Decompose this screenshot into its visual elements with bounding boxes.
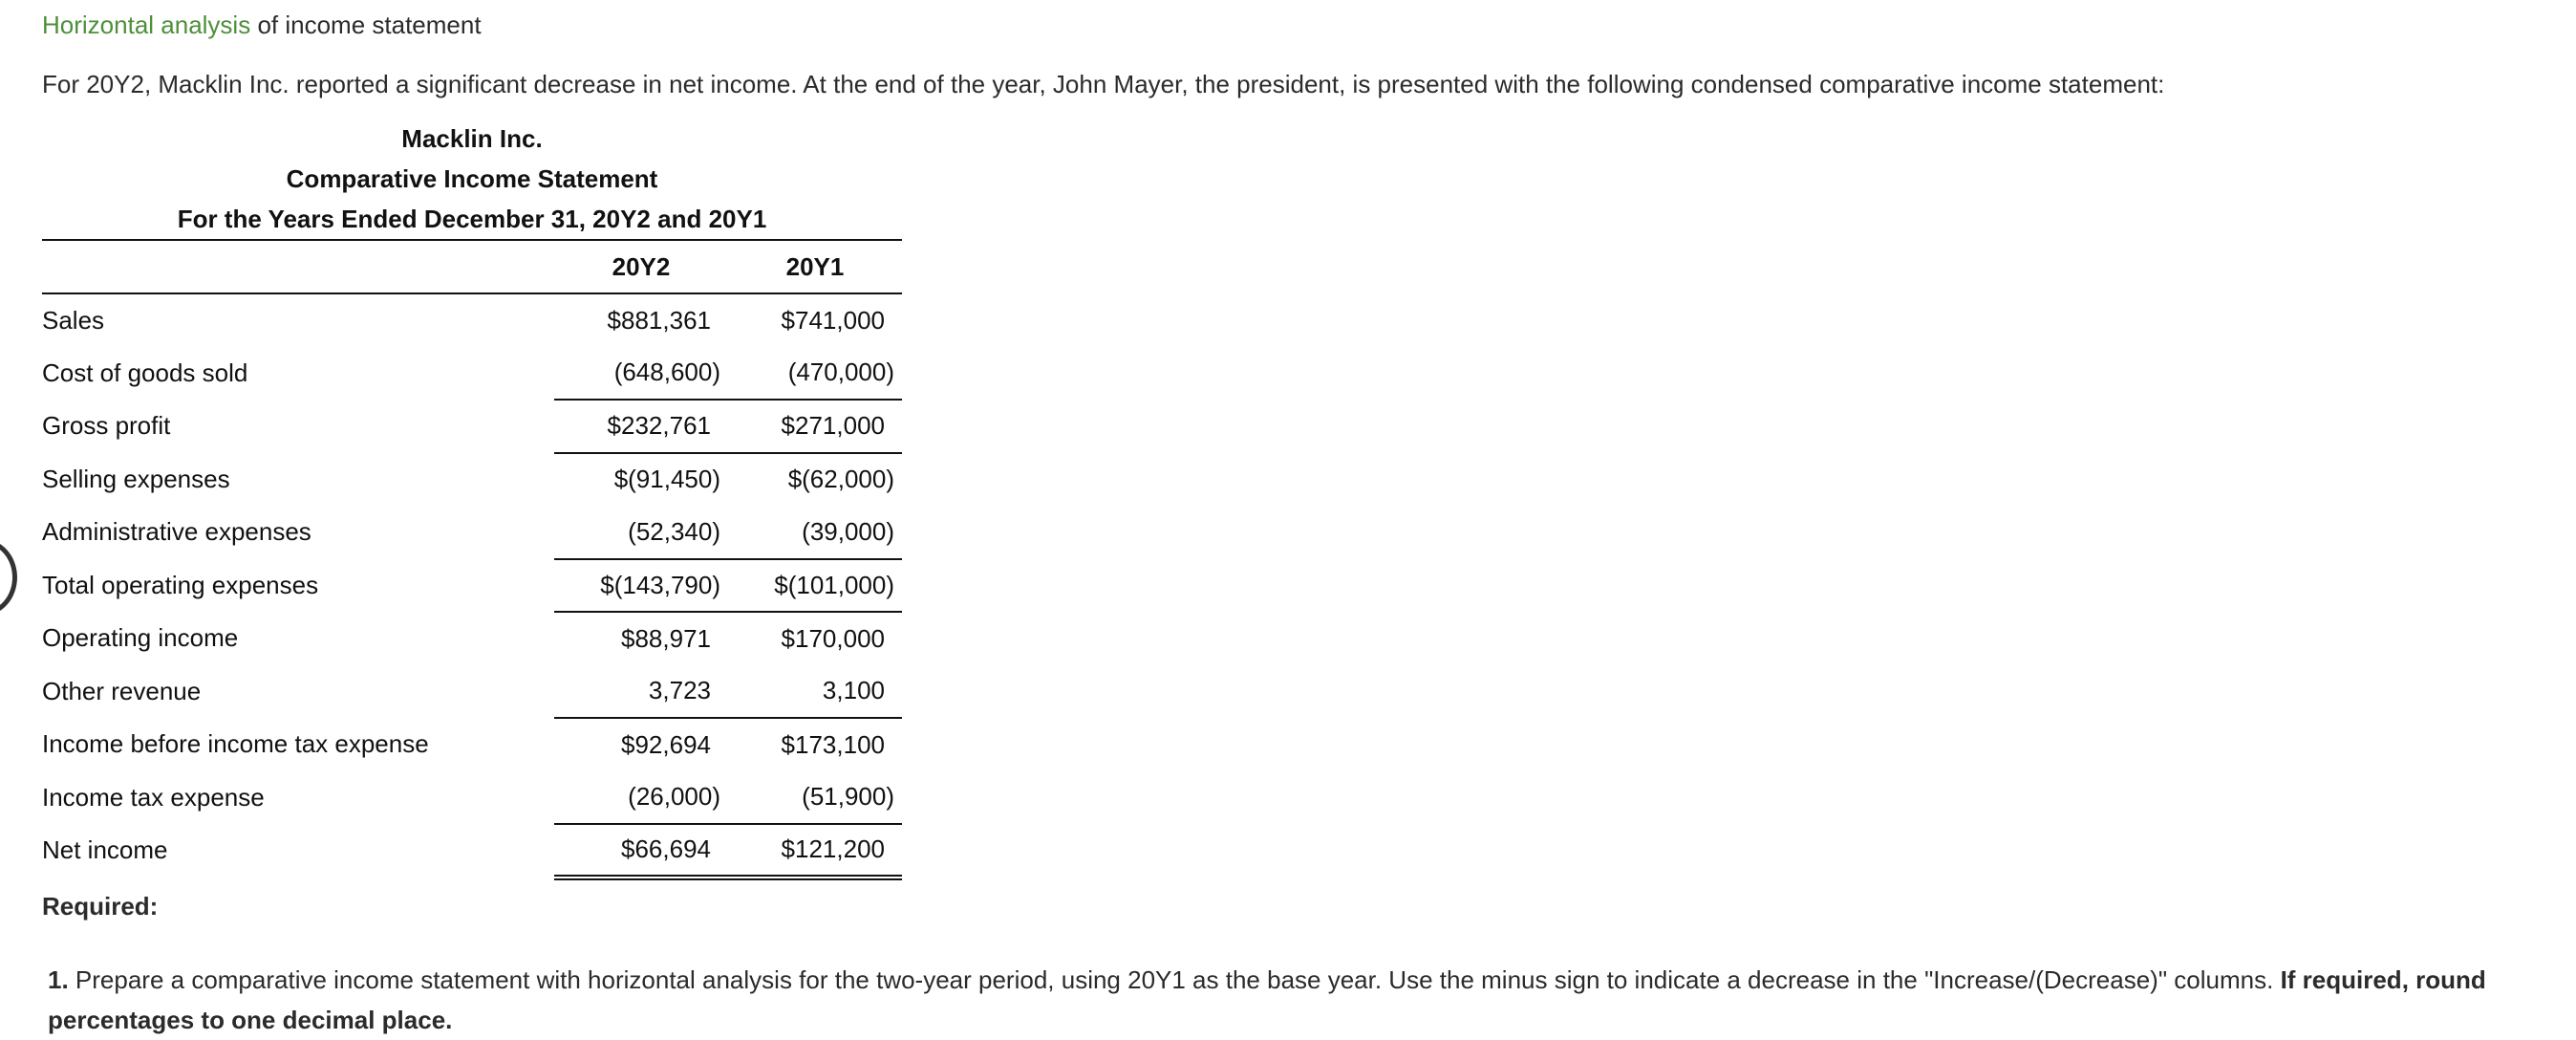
value-20y1: $121,200 — [728, 824, 902, 878]
income-statement — [42, 119, 902, 880]
row-label: Net income — [42, 835, 168, 865]
table-row — [42, 559, 902, 613]
required-label: Required: — [42, 892, 159, 921]
row-label: Total operating expenses — [42, 570, 319, 599]
table-row — [42, 665, 902, 719]
drag-handle-circle[interactable] — [0, 539, 17, 616]
column-header-20y2: 20Y2 — [554, 240, 728, 293]
horizontal-analysis-link[interactable]: Horizontal analysis — [42, 11, 251, 39]
value-20y2: $66,694 — [554, 824, 728, 878]
row-label: Cost of goods sold — [42, 358, 248, 387]
column-header-20y1: 20Y1 — [728, 240, 902, 293]
value-20y2: $(143,790) — [554, 559, 728, 613]
row-label: Gross profit — [42, 411, 171, 441]
row-label: Income tax expense — [42, 782, 265, 812]
table-header-row — [42, 240, 902, 293]
header-blank — [42, 240, 554, 293]
value-20y2: $232,761 — [554, 400, 728, 453]
statement-table — [42, 239, 902, 880]
table-row — [42, 824, 902, 878]
value-20y1: $(101,000) — [728, 559, 902, 613]
value-20y2: (648,600) — [613, 358, 720, 387]
value-20y1: (51,900) — [802, 782, 894, 812]
table-row — [42, 293, 902, 347]
question-number: 1. — [48, 965, 69, 994]
value-20y2: (26,000) — [628, 782, 720, 812]
row-label: Other revenue — [42, 676, 202, 705]
table-row — [42, 718, 902, 771]
table-row — [42, 347, 902, 401]
value-20y1: $271,000 — [728, 400, 902, 453]
row-label: Selling expenses — [42, 464, 230, 493]
value-20y2: $88,971 — [554, 612, 728, 665]
question-rounding-note: If required, round percentages to one decimal place. — [48, 965, 2486, 1034]
intro-text: For 20Y2, Macklin Inc. reported a significant decrease in net income. At the end of the year, John Mayer, the president, is presented with the following condensed comparative income statement: — [42, 70, 2165, 98]
statement-title: Comparative Income Statement — [286, 164, 658, 193]
row-label: Income before income tax expense — [42, 729, 429, 759]
row-label: Operating income — [42, 623, 239, 653]
value-20y2: (52,340) — [628, 516, 720, 546]
value-20y1: (470,000) — [787, 358, 894, 387]
value-20y1: $(62,000) — [728, 453, 902, 507]
table-row — [42, 400, 902, 453]
value-20y1: (39,000) — [802, 516, 894, 546]
value-20y1: 3,100 — [822, 676, 885, 705]
value-20y2: $881,361 — [607, 305, 711, 335]
value-20y2: $92,694 — [554, 718, 728, 771]
question-1 — [48, 960, 2570, 1040]
value-20y1: $741,000 — [781, 305, 885, 335]
table-row — [42, 453, 902, 507]
heading-rest: of income statement — [250, 11, 482, 39]
value-20y1: $173,100 — [728, 718, 902, 771]
row-label: Sales — [42, 305, 105, 335]
problem-heading — [42, 8, 482, 42]
value-20y2: 3,723 — [648, 676, 711, 705]
value-20y2: $(91,450) — [554, 453, 728, 507]
company-name: Macklin Inc. — [401, 124, 543, 153]
value-20y1: $170,000 — [728, 612, 902, 665]
table-row — [42, 612, 902, 665]
question-text: Prepare a comparative income statement with horizontal analysis for the two-year period, using 20Y1 as the base year. Use the minus sign to indicate a decrease in the "Increase/(Decrease)" columns. — [68, 965, 2281, 994]
table-row — [42, 771, 902, 825]
table-row — [42, 506, 902, 559]
statement-period: For the Years Ended December 31, 20Y2 and 20Y1 — [177, 205, 767, 233]
row-label: Administrative expenses — [42, 517, 311, 547]
